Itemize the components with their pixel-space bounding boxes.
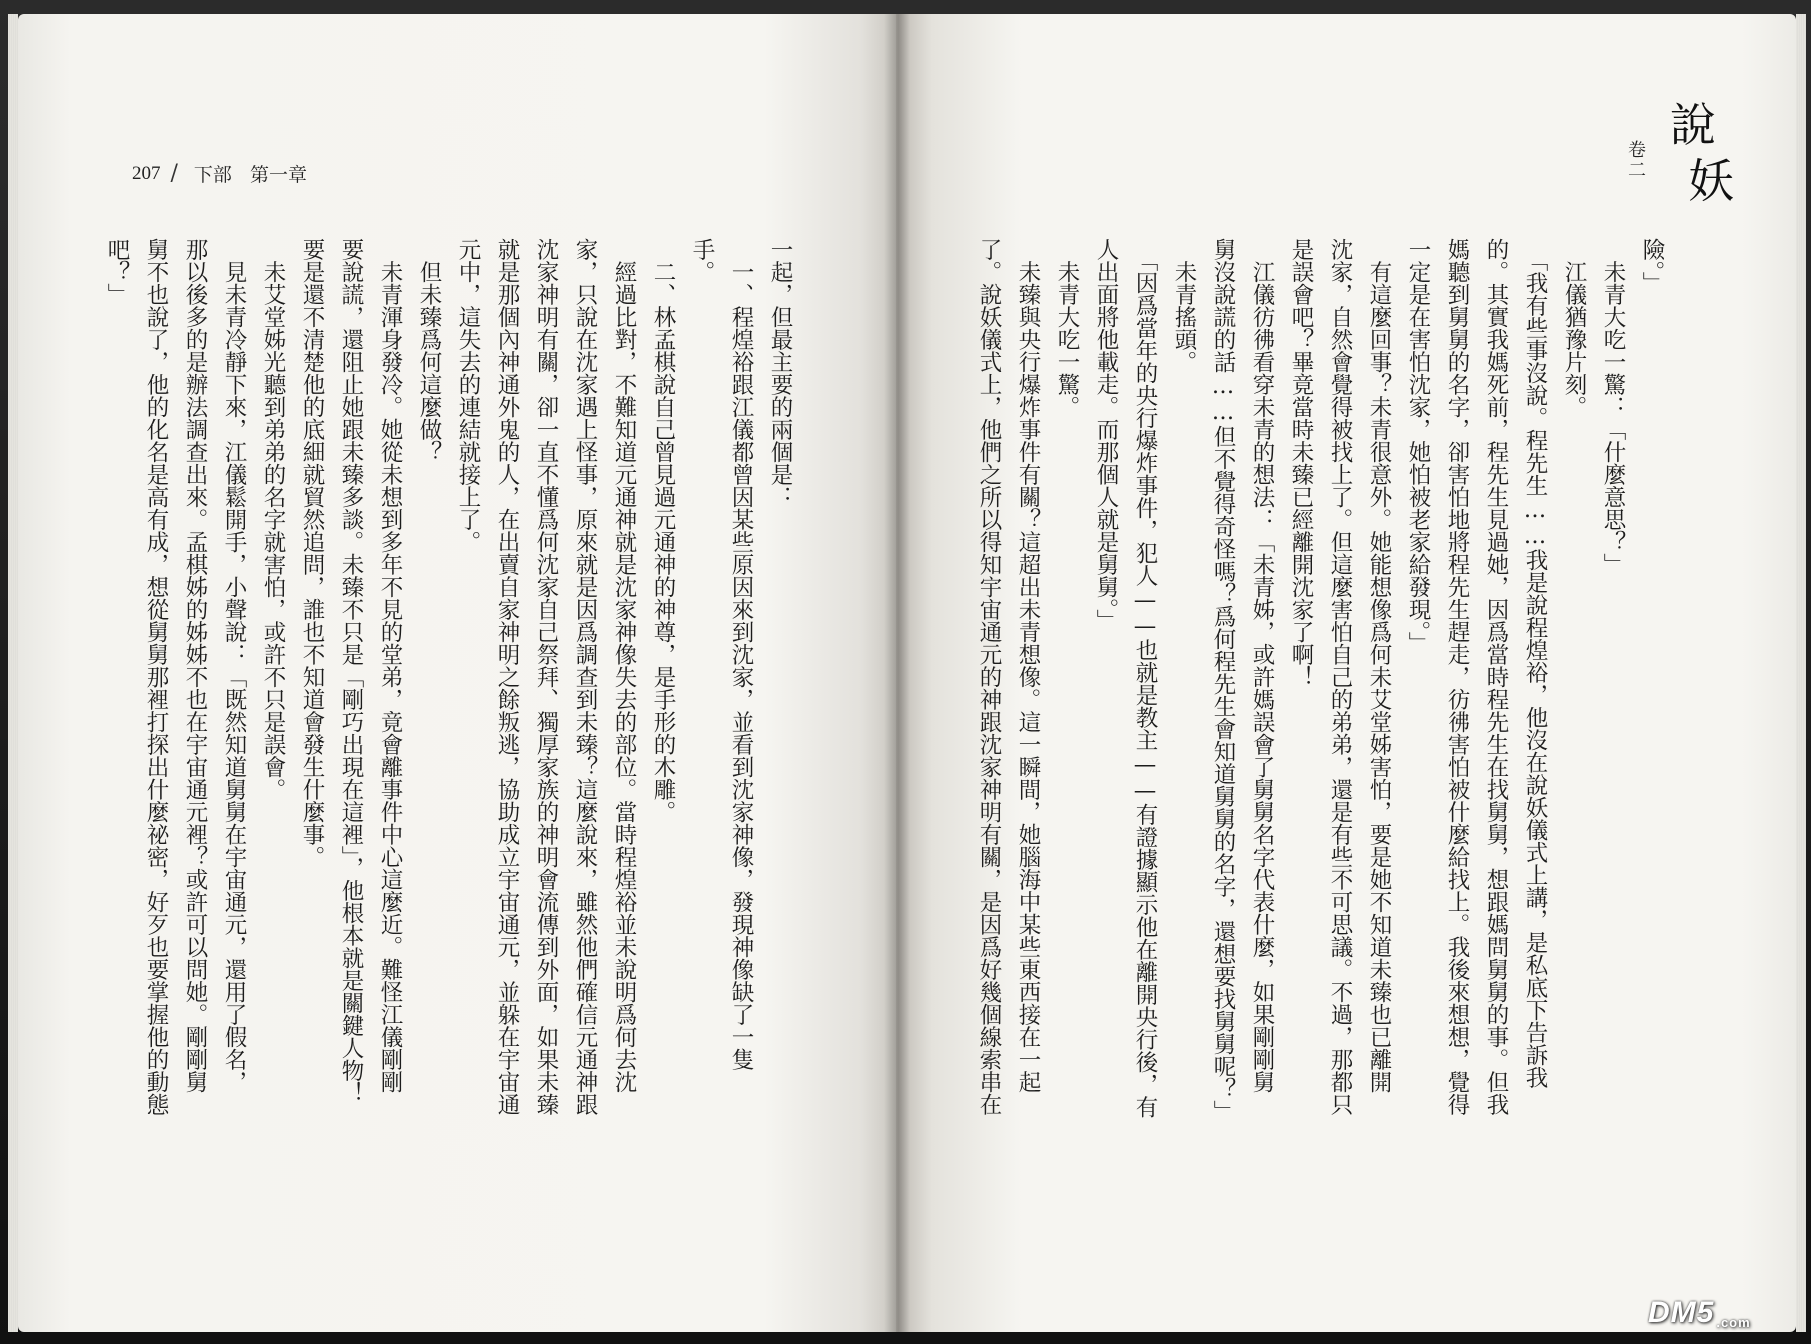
header-separator: / [170, 161, 178, 186]
left-page-body-text [104, 238, 799, 1238]
text-line: 元中，這失去的連結就接上了。 [455, 238, 481, 553]
text-line: 二、林孟棋說自己曾見過元通神的神尊，是手形的木雕。 [650, 238, 676, 823]
left-page-header [132, 160, 307, 187]
part-title: 下部 [193, 164, 232, 186]
text-line: 舅不也說了，他的化名是高有成，想從舅舅那裡打探出什麼祕密，好歹也要掌握他的動態 [143, 238, 169, 1116]
text-line: 舅沒說謊的話……但不覺得奇怪嗎？爲何程先生會知道舅舅的名字，還想要找舅舅呢？」 [1210, 238, 1236, 1123]
text-line: 手。 [689, 238, 715, 283]
text-line: 未青搖頭。 [1171, 238, 1197, 373]
text-line: 人出面將他載走。而那個人就是舅舅。」 [1093, 238, 1119, 632]
watermark-brand: DM5 [1648, 1296, 1715, 1329]
text-line: 未青渾身發冷。她從未想到多年不見的堂弟，竟會離事件中心這麼近。難怪江儀剛剛 [377, 238, 403, 1093]
text-line: 「我有些事沒說。程先生……我是說程煌裕，他沒在說妖儀式上講，是私底下告訴我 [1522, 238, 1548, 1089]
text-line: 家，只說在沈家遇上怪事，原來就是因爲調查到未臻？這麼說來，雖然他們確信元通神跟 [572, 238, 598, 1116]
text-line: 吧？」 [104, 238, 130, 306]
book-gutter [884, 14, 910, 1332]
text-line: 江儀彷彿看穿未青的想法：「未青姊，或許媽誤會了舅舅名字代表什麼，如果剛剛舅 [1249, 238, 1275, 1093]
text-line: 媽聽到舅舅的名字，卻害怕地將程先生趕走，彷彿害怕被什麼給找上。我後來想想，覺得 [1444, 238, 1470, 1116]
volume-label: 卷二 [1625, 140, 1646, 180]
logo-character-shuo: 說 [1670, 98, 1716, 152]
text-line: 一、程煌裕跟江儀都曾因某些原因來到沈家，並看到沈家神像，發現神像缺了一隻 [728, 238, 754, 1071]
text-line: 的。其實我媽死前，程先生見過她，因爲當時程先生在找舅舅，想跟媽問舅舅的事。但我 [1483, 238, 1509, 1116]
site-watermark [1648, 1296, 1751, 1330]
text-line: 經過比對，不難知道元通神就是沈家神像失去的部位。當時程煌裕並未說明爲何去沈 [611, 238, 637, 1093]
book-title-logo [1648, 98, 1738, 218]
text-line: 江儀猶豫片刻。 [1561, 238, 1587, 418]
text-line: 一定是在害怕沈家，她怕被老家給發現。」 [1405, 238, 1431, 655]
text-line: 未青大吃一驚。 [1054, 238, 1080, 418]
text-line: 是誤會吧？畢竟當時未臻已經離開沈家了啊！ [1288, 238, 1314, 688]
text-line: 見未青冷靜下來，江儀鬆開手，小聲說：「既然知道舅舅在宇宙通元，還用了假名， [221, 238, 247, 1093]
chapter-title: 第一章 [249, 164, 307, 186]
text-line: 未臻與央行爆炸事件有關？這超出未青想像。這一瞬間，她腦海中某些東西接在一起 [1015, 238, 1041, 1093]
text-line: 未艾堂姊光聽到弟弟的名字就害怕，或許不只是誤會。 [260, 238, 286, 801]
watermark-domain-suffix: .com [1716, 1315, 1751, 1330]
text-line: 要說謊，還阻止她跟未臻多談。未臻不只是「剛巧出現在這裡」，他根本就是關鍵人物！ [338, 238, 364, 1105]
text-line: 未青大吃一驚：「什麼意思？」 [1600, 238, 1626, 576]
logo-character-yao: 妖 [1688, 154, 1734, 208]
page-number: 207 [132, 162, 161, 184]
text-line: 那以後多的是辦法調查出來。孟棋姊的姊姊不也在宇宙通元裡？或許可以問她。剛剛舅 [182, 238, 208, 1093]
text-line: 「因爲當年的央行爆炸事件，犯人——也就是教主——有證據顯示他在離開央行後，有 [1132, 238, 1158, 1119]
right-page-edge [1796, 14, 1806, 1332]
text-line: 沈家神明有關，卻一直不懂爲何沈家自己祭拜、獨厚家族的神明會流傳到外面，如果未臻 [533, 238, 559, 1116]
text-line: 有這麼回事？未青很意外。她能想像爲何未艾堂姊害怕，要是她不知道未臻也已離開 [1366, 238, 1392, 1093]
text-line: 但未臻爲何這麼做？ [416, 238, 442, 463]
right-page-body-text [951, 238, 1671, 1238]
text-line: 要是還不清楚他的底細就貿然追問，誰也不知道會發生什麼事。 [299, 238, 325, 868]
text-line: 一起，但最主要的兩個是： [767, 238, 793, 508]
left-page-edge [8, 14, 18, 1332]
text-line: 險。」 [1639, 238, 1665, 295]
text-line: 了。說妖儀式上，他們之所以得知宇宙通元的神跟沈家神明有關，是因爲好幾個線索串在 [976, 238, 1002, 1116]
text-line: 沈家，自然會覺得被找上了。但這麼害怕自己的弟弟，還是有些不可思議。不過，那都只 [1327, 238, 1353, 1116]
text-line: 就是那個內神通外鬼的人，在出賣自家神明之餘叛逃，協助成立宇宙通元，並躲在宇宙通 [494, 238, 520, 1116]
